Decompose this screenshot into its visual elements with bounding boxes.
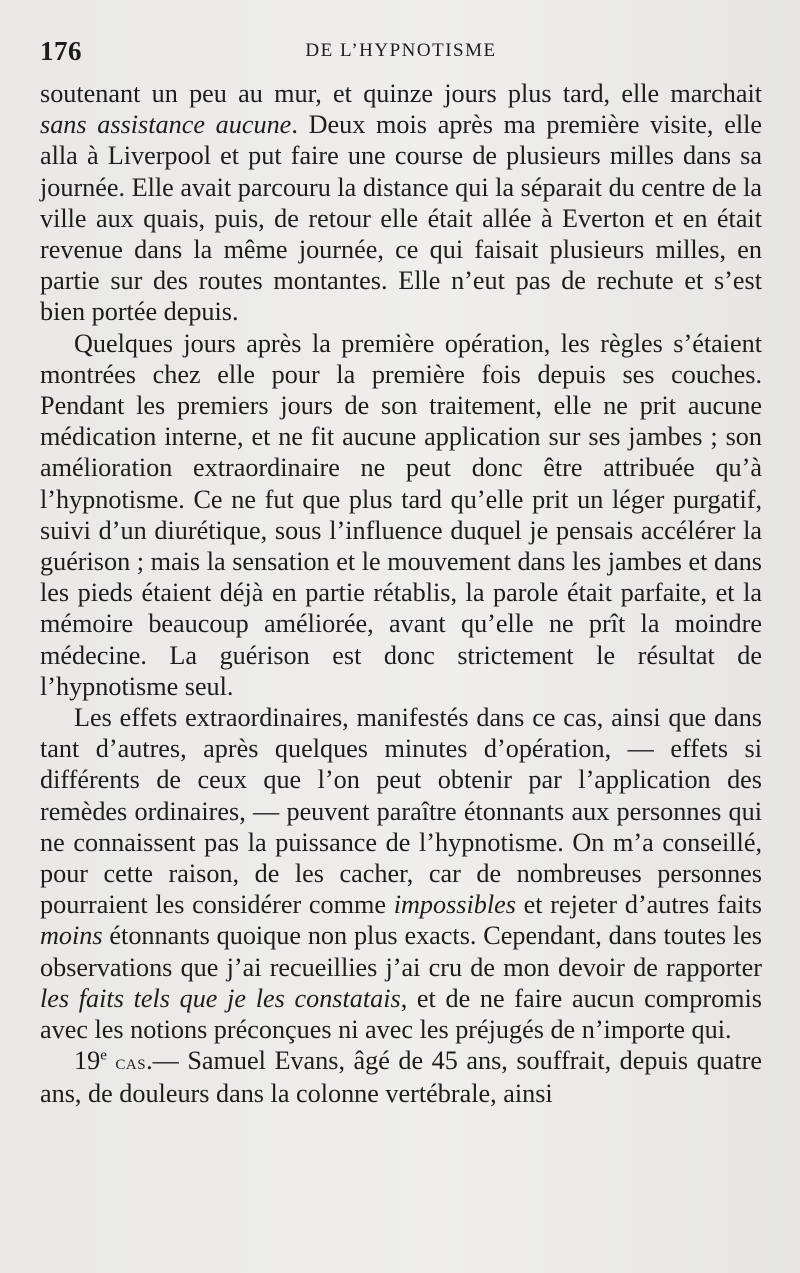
paragraph: [40, 78, 762, 328]
paragraph: [40, 1045, 762, 1108]
small-caps-text: cas: [115, 1049, 147, 1075]
paragraph: [40, 328, 762, 702]
text-run: 19: [74, 1046, 101, 1076]
page-number: 176: [40, 36, 82, 66]
italic-text: moins: [40, 921, 103, 951]
superscript: e: [100, 1047, 107, 1064]
text-run: Les effets extraordinaires, manifestés dans ce cas, ainsi que dans tant d’autres, après quelques minutes d’opération, — effets si différents de ceux que l’on peut obtenir par l’application des remèdes ordinaires, — peuvent paraître étonnants aux personnes qui ne connaissent pas la puissance de l’hypnotisme. On m’a conseillé, pour cette raison, de les cacher, car de nombreuses personnes pourraient les considérer comme: [40, 703, 762, 920]
italic-text: les faits tels que je les constatais: [40, 983, 401, 1013]
text-run: , et de ne faire aucun compromis avec les notions préconçues ni avec les préjugés de n’importe qui.: [40, 983, 762, 1045]
body-text: [40, 78, 762, 1109]
page-header: [40, 28, 762, 78]
text-run: soutenant un peu au mur, et quinze jours plus tard, elle marchait: [40, 79, 762, 108]
text-run: Quelques jours après la première opération, les règles s’étaient montrées chez elle pour la première fois depuis ses couches. Pendant les premiers jours de son traitement, elle ne prit aucune médication interne, et ne fit aucune application sur ses jambes ; son amélioration extraordinaire ne peut donc être attribuée qu’à l’hypnotisme. Ce ne fut que plus tard qu’elle prit un léger purgatif, suivi d’un diurétique, sous l’influence duquel je pensais accélérer la guérison ; mais la sensation et le mouvement dans les jambes et dans les pieds étaient déjà en partie rétablis, la parole était parfaite, et la mémoire beaucoup améliorée, avant qu’elle ne prît la moindre médecine. La guérison est donc strictement le résultat de l’hypnotisme seul.: [40, 328, 762, 701]
italic-text: impossibles: [393, 890, 516, 920]
running-title: DE L’HYPNOTISME: [305, 40, 497, 61]
italic-text: sans assistance aucune: [40, 110, 292, 140]
paragraph: [40, 702, 762, 1045]
text-run: et rejeter d’autres faits: [515, 890, 762, 920]
text-run: .— Samuel Evans, âgé de 45 ans, souffrait, depuis quatre ans, de douleurs dans la colonne vertébrale, ainsi: [40, 1046, 763, 1108]
text-run: . Deux mois après ma première visite, elle alla à Liverpool et put faire une course de plusieurs milles dans sa journée. Elle avait parcouru la distance qui la séparait du centre de la ville aux quais, puis, de retour elle était allée à Everton et en était revenue dans la même journée, ce qui faisait plusieurs milles, en partie sur des routes montantes. Elle n’eut pas de rechute et s’est bien portée depuis.: [40, 110, 763, 327]
text-run: étonnants quoique non plus exacts. Cependant, dans toutes les observations que j’ai recueillies j’ai cru de mon devoir de rapporter: [40, 921, 762, 982]
